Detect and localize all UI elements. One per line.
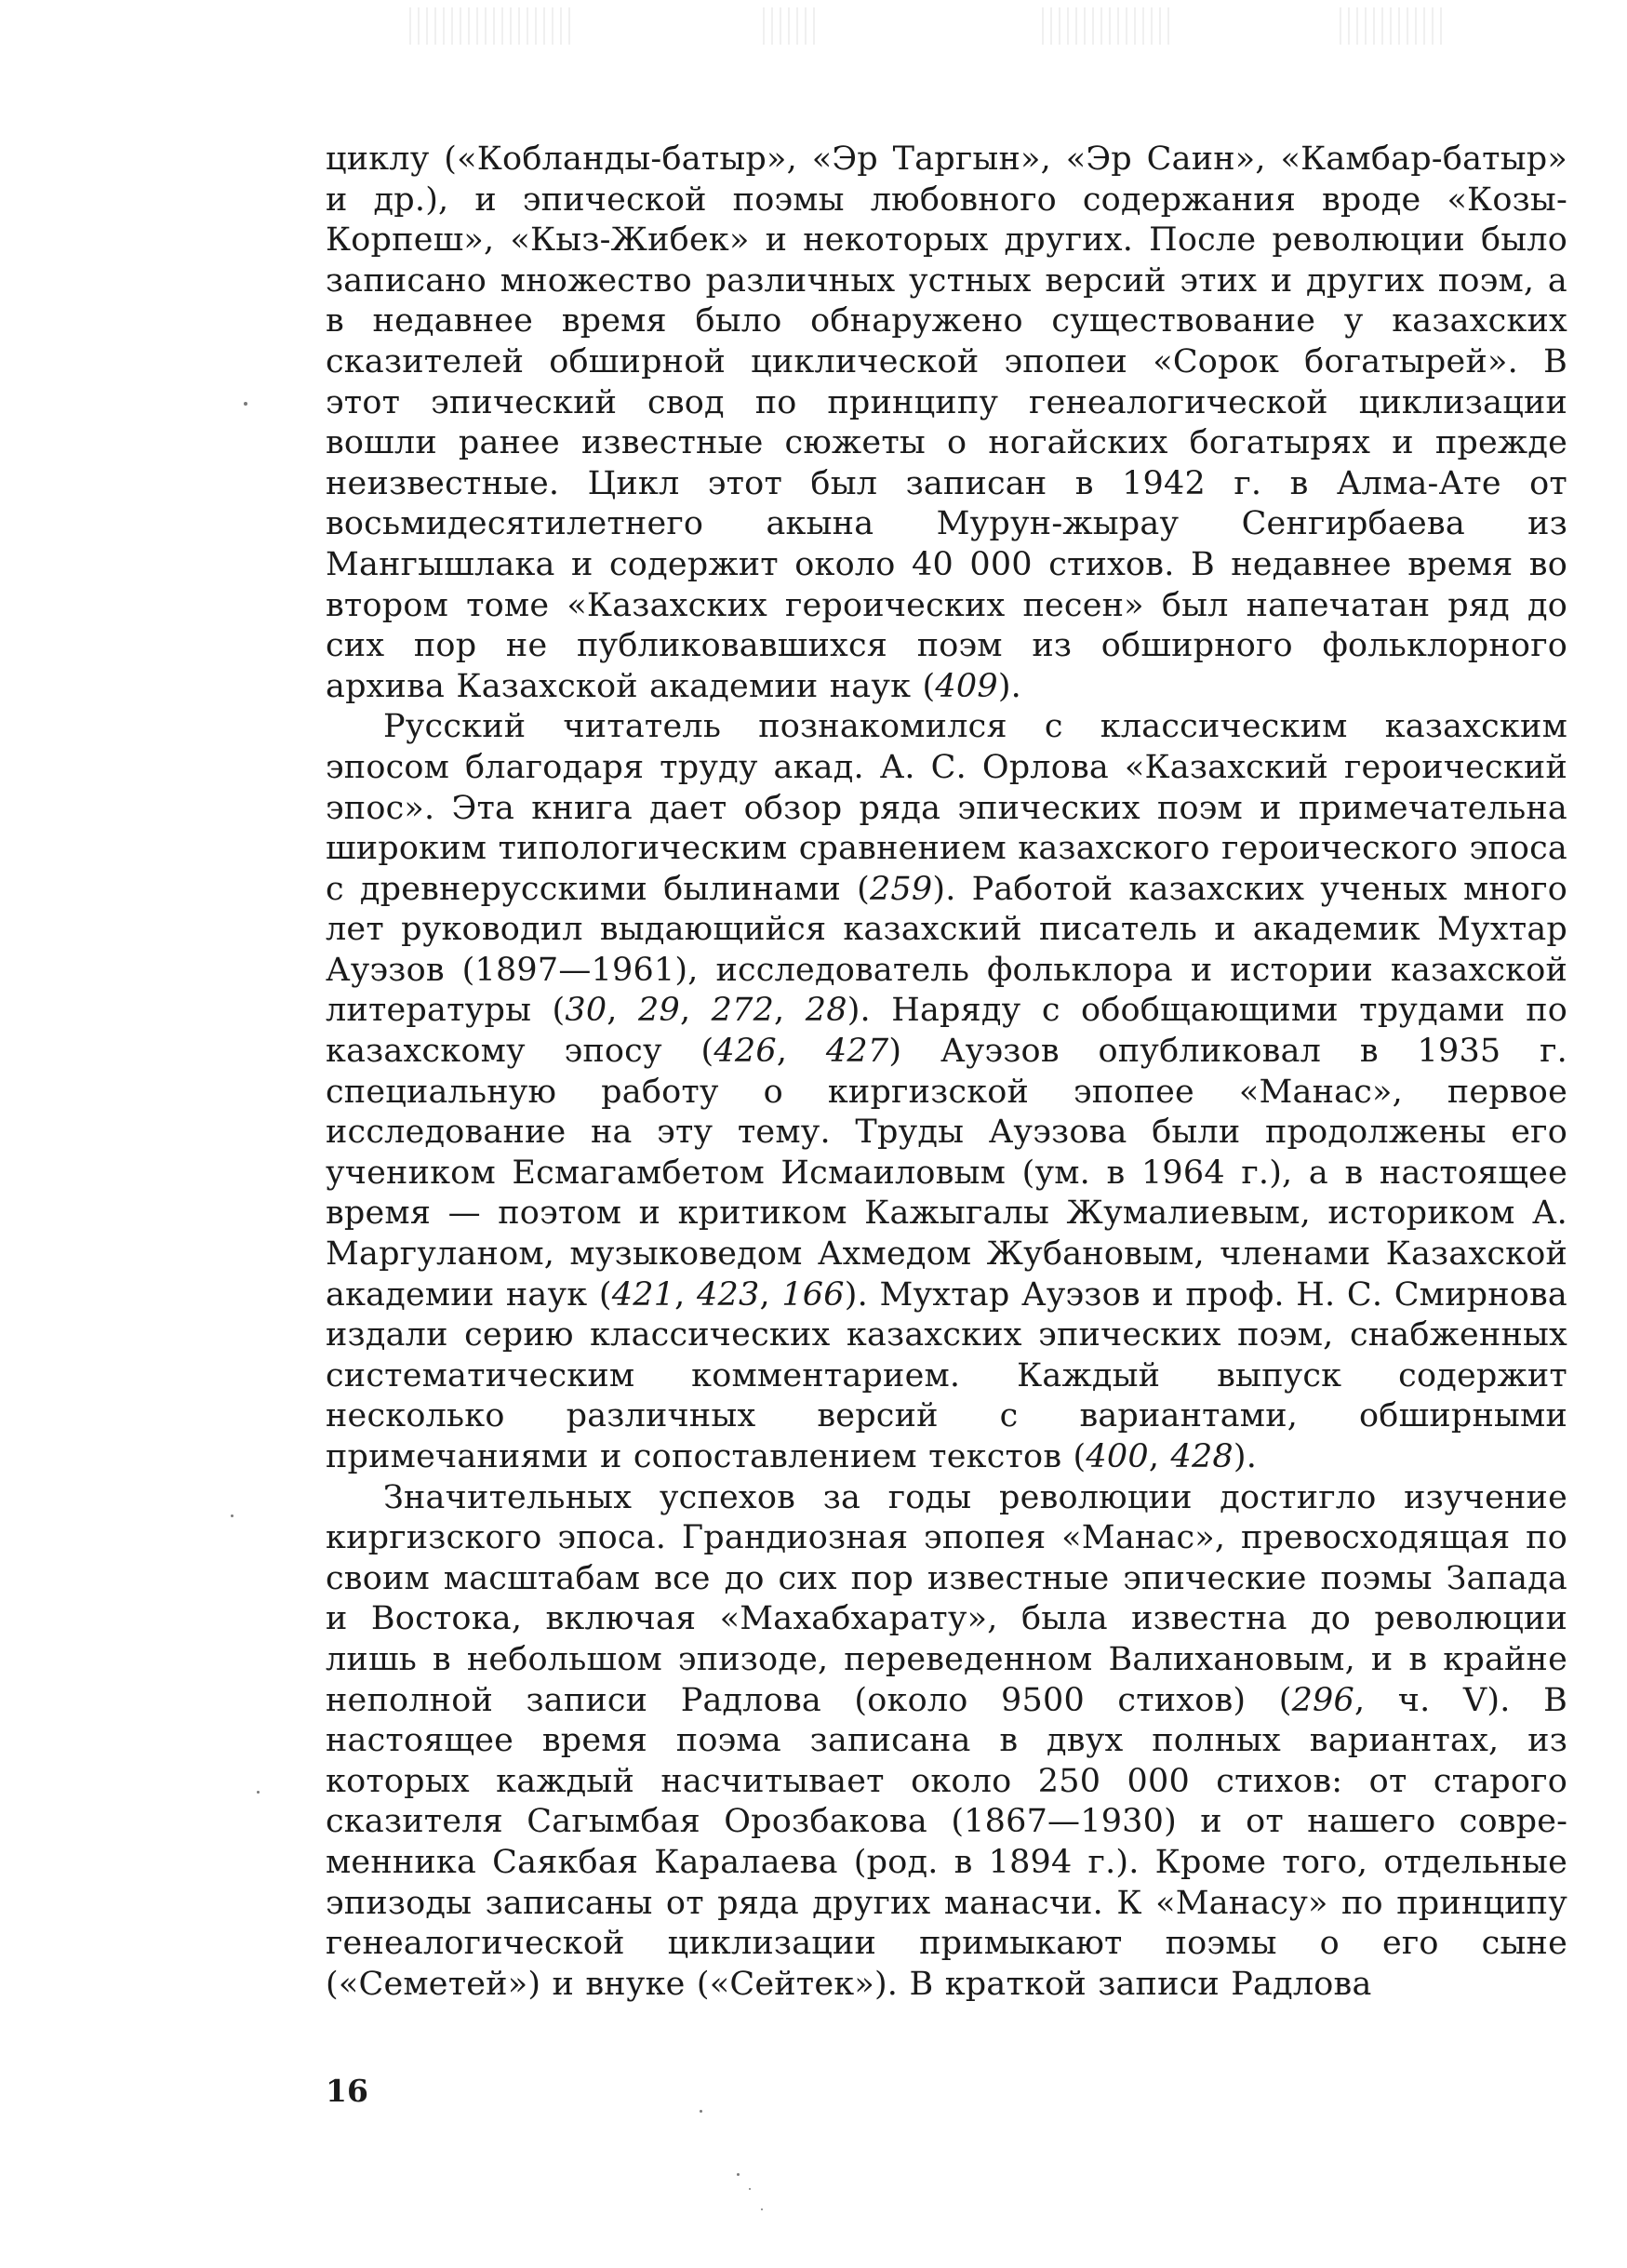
reference-number: 29 (638, 992, 680, 1030)
reference-number: 296 (1291, 1681, 1354, 1719)
scan-speck (257, 1791, 260, 1794)
reference-number: 30 (565, 992, 607, 1030)
reference-number: 409 (935, 667, 998, 705)
text-run: , (607, 992, 638, 1030)
reference-number: 28 (805, 992, 847, 1030)
scan-speck (737, 2173, 740, 2176)
text-run: , (774, 992, 806, 1030)
reference-number: 421 (611, 1275, 675, 1314)
scan-noise-top-4 (1340, 7, 1442, 45)
document-body (326, 140, 1567, 2005)
text-run: , (1148, 1438, 1171, 1475)
paragraph-2 (326, 707, 1567, 1477)
scan-speck (761, 2208, 763, 2210)
scan-speck (700, 2110, 702, 2113)
paragraph-1 (326, 140, 1567, 707)
text-run: ). (1233, 1438, 1258, 1475)
text-run: Значительных успехов за годы революции достигло изучение киргизского эпоса. Грандиозная эпопея «Манас», превосходящая по своим масштабам все до сих пор известные эпические поэмы Запада и Востока, включая «Махабхарату», была известна до революции лишь в небольшом эпизоде, переведенном Валихановым, и в крайне неполной записи Радлова (около 9500 стихов) ( (326, 1478, 1567, 1719)
scan-noise-top-2 (763, 7, 819, 45)
page-number: 16 (326, 2073, 368, 2109)
text-run: ). (997, 667, 1021, 705)
scan-speck (231, 1514, 233, 1517)
reference-number: 426 (713, 1033, 777, 1071)
text-run: ). Наряду с обобщающими трудами по казахскому эпосу ( (326, 992, 1568, 1071)
text-run: , (674, 1275, 698, 1314)
scan-noise-top-1 (409, 7, 577, 45)
text-run: , (776, 1033, 826, 1071)
text-run: Русский читатель познакомился с классическим казахским эпосом благодаря труду акад. А. С. Орлова «Казахский героический эпос». Эта книга дает обзор ряда эпических поэм и примечательна широким типологическим сравнением казахского героического эпоса с древнерусскими былинами ( (326, 708, 1567, 908)
text-run: , (759, 1275, 782, 1314)
scan-noise-top-3 (1042, 7, 1172, 45)
scan-speck (749, 2188, 751, 2190)
text-run: ). Работой казахских ученых много лет руководил выдающийся казахский писатель и академик Мухтар Ауэзов (1897—1961), исследователь фольклора и истории казахской литературы ( (326, 870, 1567, 1030)
text-run: , (679, 992, 712, 1030)
text-run: , ч. V). В настоящее время поэма записана в двух полных вариантах, из которых каждый насчитывает около 250 000 стихов: от старого сказителя Сагымбая Орозбакова (1867—1930) и от нашего современника Саякбая Каралаева (род. в 1894 г.). Кроме того, отдельные эпизоды записаны от ряда других манасчи. К «Манасу» по принципу генеалогической циклизации примыкают поэмы о его сыне («Семетей») и внуке («Сейтек»). В краткой записи Радлова (326, 1681, 1567, 2003)
text-run: ) Ауэзов опубликовал в 1935 г. специальную работу о киргизской эпопее «Манас», первое исследование на эту тему. Труды Ауэзова были продолжены его учеником Есмагамбетом Исмаиловым (ум. в 1964 г.), а в настоящее время — поэтом и критиком Кажыгалы Жумалиевым, историком А. Маргуланом, музыковедом Ахмедом Жубановым, членами Казахской академии наук ( (326, 1033, 1568, 1314)
paragraph-3 (326, 1478, 1567, 2006)
reference-number: 428 (1170, 1438, 1234, 1475)
reference-number: 166 (781, 1275, 845, 1314)
reference-number: 427 (825, 1033, 889, 1071)
reference-number: 400 (1086, 1438, 1149, 1475)
text-run: ). Мухтар Ауэзов и проф. Н. С. Смирнова издали серию классических казахских эпических поэм, снабженных систематическим комментарием. Каждый выпуск содержит несколько различных версий с вариантами, обширными примечаниями и сопоставлением текстов ( (326, 1275, 1567, 1475)
reference-number: 423 (697, 1275, 760, 1314)
reference-number: 259 (869, 870, 933, 908)
scan-speck (244, 402, 247, 406)
text-run: циклу («Кобланды-батыр», «Эр Таргын», «Эр Саин», «Камбар-батыр» и др.), и эпической поэмы любовного содержания вроде «Козы-Корпеш», «Кыз-Жибек» и некоторых других. После революции было записано множество различных устных версий этих и других поэм, а в недавнее время было обнаружено существование у казахских сказителей обширной циклической эпопеи «Сорок богатырей». В этот эпический свод по принципу генеалогической циклизации вошли ранее известные сюжеты о ногайских богатырях и прежде неизвестные. Цикл этот был записан в 1942 г. в Алма-Ате от восьмидесятилетнего акына Мурун-жырау Сенгирбаева из Мангышлака и содержит около 40 000 стихов. В недавнее время во втором томе «Казахских героических песен» был напечатан ряд до сих пор не публиковавшихся поэм из обширного фольклорного архива Казахской академии наук ( (326, 140, 1567, 705)
reference-number: 272 (711, 992, 775, 1030)
